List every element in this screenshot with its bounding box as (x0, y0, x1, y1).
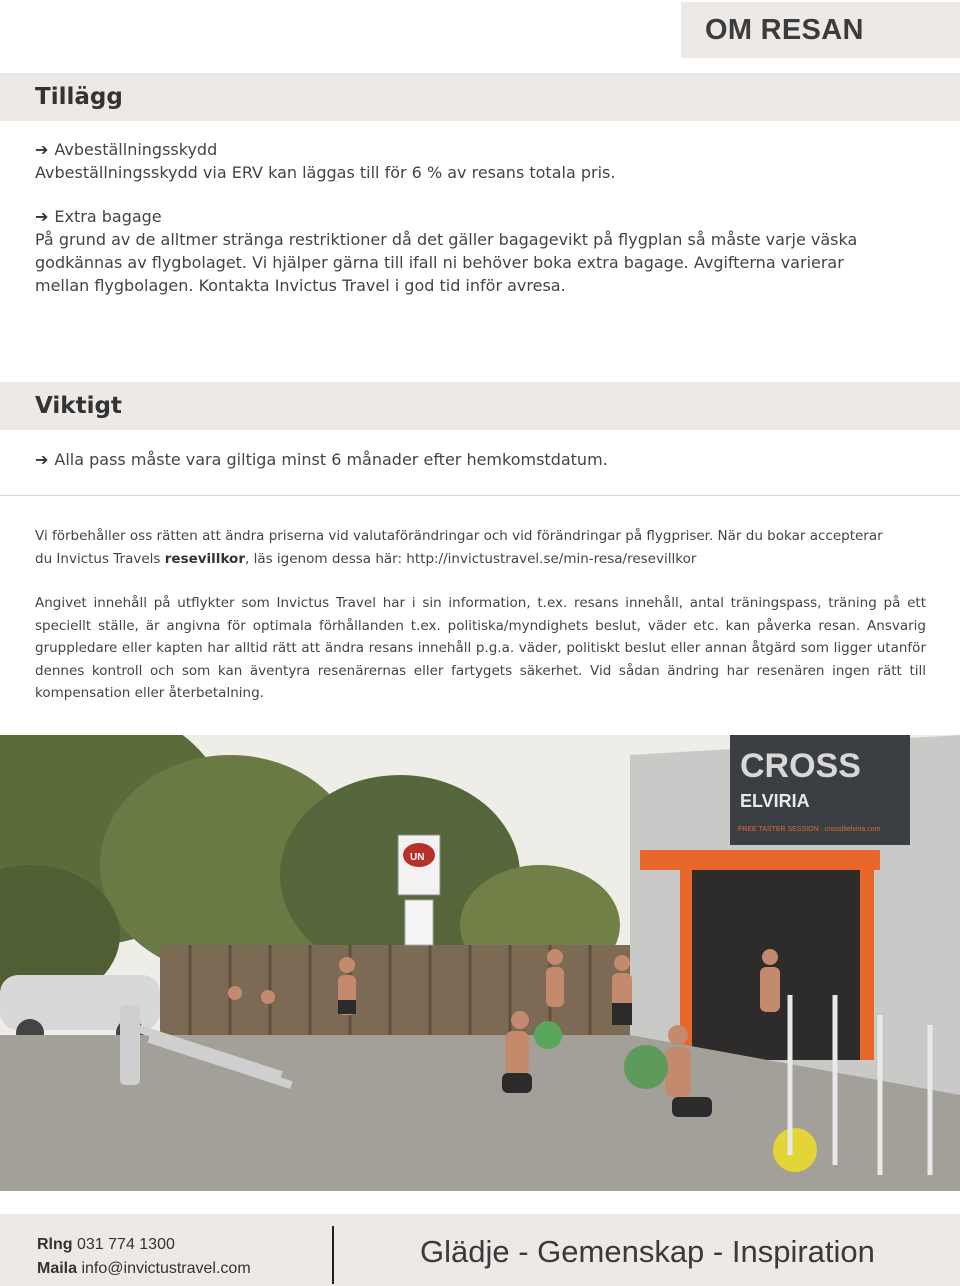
section-heading-tillagg: Tillägg (35, 84, 123, 110)
arrow-right-icon: ➔ (35, 207, 49, 226)
mail-label: Maila (37, 1260, 78, 1277)
footer (0, 1214, 960, 1286)
section-bar-tillagg (0, 73, 960, 121)
item-text: Avbeställningsskydd via ERV kan läggas till för 6 % av resans totala pris. (35, 163, 616, 182)
section-heading-viktigt: Viktigt (35, 393, 122, 419)
item-text: Alla pass måste vara giltiga minst 6 månader efter hemkomstdatum. (54, 450, 608, 469)
terms-paragraph (35, 525, 926, 570)
page-title: OM RESAN (705, 13, 864, 46)
footer-divider (332, 1226, 334, 1284)
item-title: Avbeställningsskydd (54, 140, 218, 159)
header-tab (681, 2, 960, 58)
phone-label: Rlng (37, 1236, 73, 1253)
banner-subtitle: ELVIRIA (740, 791, 810, 811)
terms-line: Vi förbehåller oss rätten att ändra priserna vid valutaförändringar och vid förändringar på flygpriser. När du bokar accepterar (35, 528, 883, 544)
terms-line (35, 548, 926, 571)
terms-text: du Invictus Travels (35, 550, 165, 567)
banner-small-text: FREE TASTER SESSION · crossfitelviria.com (738, 826, 881, 833)
resevillkor-link[interactable]: resevillkor (164, 550, 245, 567)
section-bar-viktigt (0, 382, 960, 430)
email-link[interactable]: info@invictustravel.com (81, 1260, 251, 1277)
sign-text: UN (410, 852, 425, 863)
phone-number[interactable]: 031 774 1300 (77, 1236, 175, 1253)
banner-title: CROSS (740, 747, 861, 785)
terms-url: , läs igenom dessa här: http://invictustravel.se/min-resa/resevillkor (245, 550, 697, 567)
item-title: Extra bagage (54, 207, 162, 226)
tillagg-item-cancellation (35, 138, 930, 184)
item-text-line: På grund av de alltmer stränga restriktioner då det gäller bagagevikt på flygplan så måste varje väska (35, 230, 858, 249)
divider (0, 495, 960, 496)
tillagg-item-baggage (35, 205, 930, 297)
footer-slogan: Glädje - Gemenskap - Inspiration (420, 1234, 875, 1269)
arrow-right-icon: ➔ (35, 140, 49, 159)
item-text-line: godkännas av flygbolaget. Vi hjälper gärna till ifall ni behöver boka extra bagage. Avgifterna varierar (35, 253, 844, 272)
gym-photo (0, 735, 960, 1191)
viktigt-item-passport (35, 448, 930, 471)
arrow-right-icon: ➔ (35, 450, 49, 469)
gym-photo-illustration (0, 735, 960, 1191)
item-text-line: mellan flygbolagen. Kontakta Invictus Travel i god tid inför avresa. (35, 276, 566, 295)
disclaimer-paragraph: Angivet innehåll på utflykter som Invictus Travel har i sin information, t.ex. resans innehåll, antal träningspass, träning på ett speciellt ställe, är angivna för optimala förhållanden t.ex. politiska/myndighets beslut, väder etc. kan påverka resan. Ansvarig gruppledare eller kapten har alltid rätt att ändra resans innehåll p.g.a. väder, politiskt beslut eller annan åtgärd som ligger utanför dennes kontroll och som kan äventyra resenärernas eller fartygets säkerhet. Vid sådan ändring har resenären ingen rätt till kompensation eller återbetalning. (35, 595, 926, 701)
footer-contact (37, 1233, 251, 1281)
